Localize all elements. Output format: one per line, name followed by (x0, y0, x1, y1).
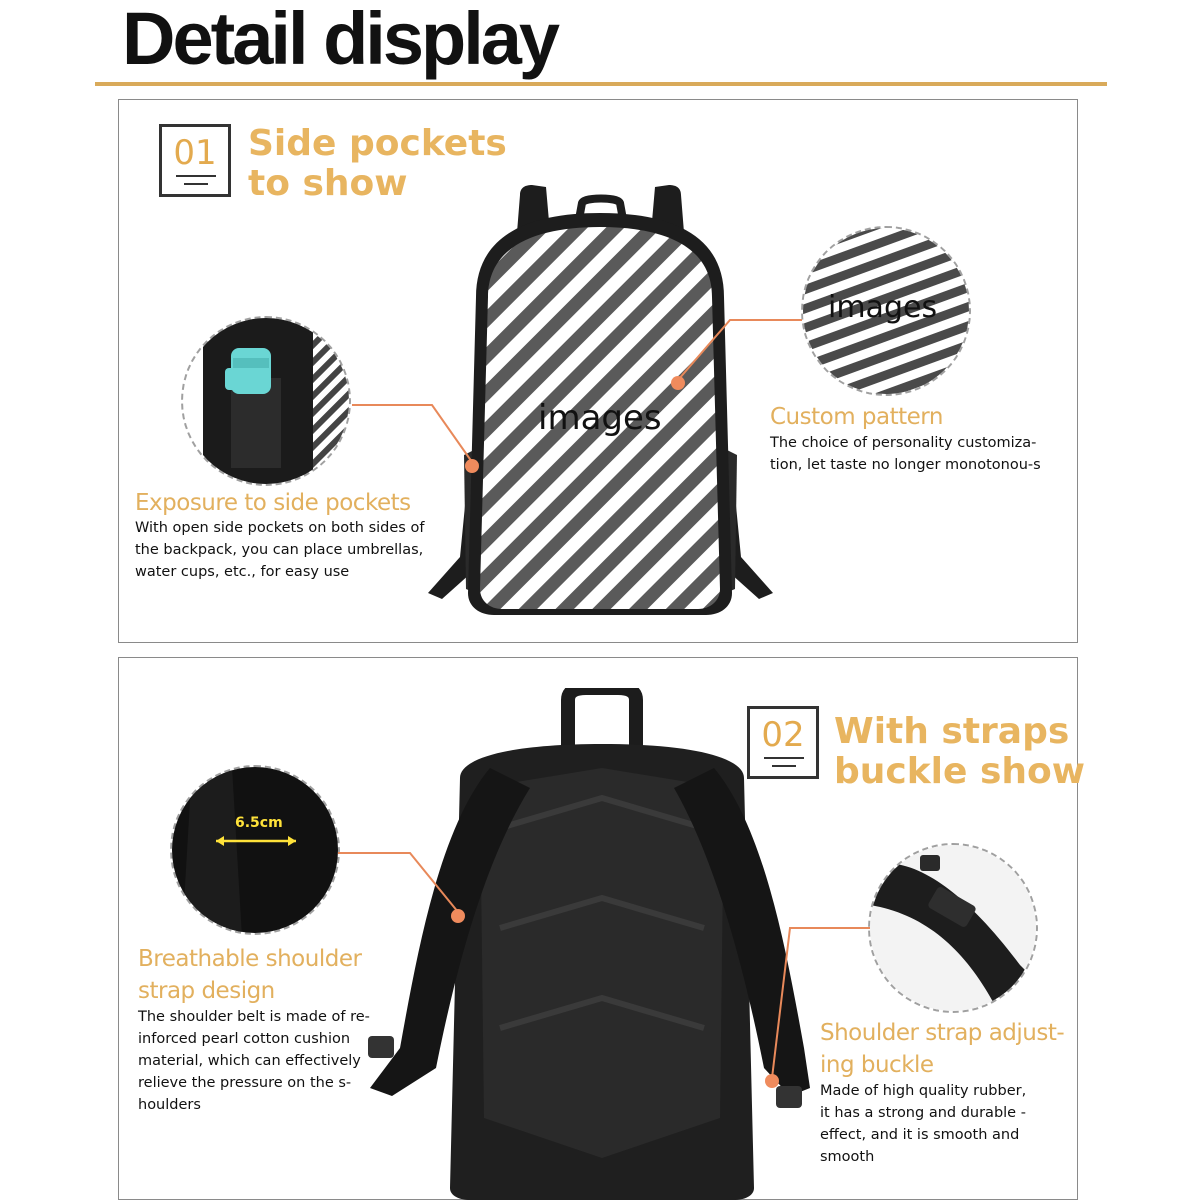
shoulder-strap-description: The shoulder belt is made of re- inforced pearl cotton cushion material, which can effectively relieve the pressure on the s- houlders (138, 1009, 370, 1113)
shoulder-strap-title: Breathable shoulder strap design (138, 946, 362, 1004)
custom-pattern-description: The choice of personality customiza- tion, let taste no longer monotonou-s (770, 435, 1041, 473)
callout-dot (671, 376, 685, 390)
callout-dot (451, 909, 465, 923)
page-title: Detail display (122, 0, 558, 80)
pattern-image-label: images (538, 398, 662, 438)
side-pockets-title: Exposure to side pockets (135, 490, 411, 516)
section-number: 02 (761, 715, 805, 755)
custom-pattern-title: Custom pattern (770, 404, 943, 430)
callout-line (352, 405, 472, 462)
zoom-image-label: images (828, 290, 938, 325)
callout-line (678, 320, 802, 380)
callout-dot (765, 1074, 779, 1088)
callout-dot (465, 459, 479, 473)
section-heading: Side pockets to show (248, 123, 507, 204)
buckle-description: Made of high quality rubber, it has a strong and durable - effect, and it is smooth and smooth (820, 1083, 1027, 1165)
section-number: 01 (173, 133, 217, 173)
side-pockets-description: With open side pockets on both sides of the backpack, you can place umbrellas, water cups, etc., for easy use (135, 520, 425, 580)
strap-width-measure-label: 6.5cm (235, 815, 283, 831)
callout-line (338, 853, 458, 912)
section-heading: With straps buckle show (834, 711, 1086, 792)
buckle-title: Shoulder strap adjust- ing buckle (820, 1020, 1065, 1078)
